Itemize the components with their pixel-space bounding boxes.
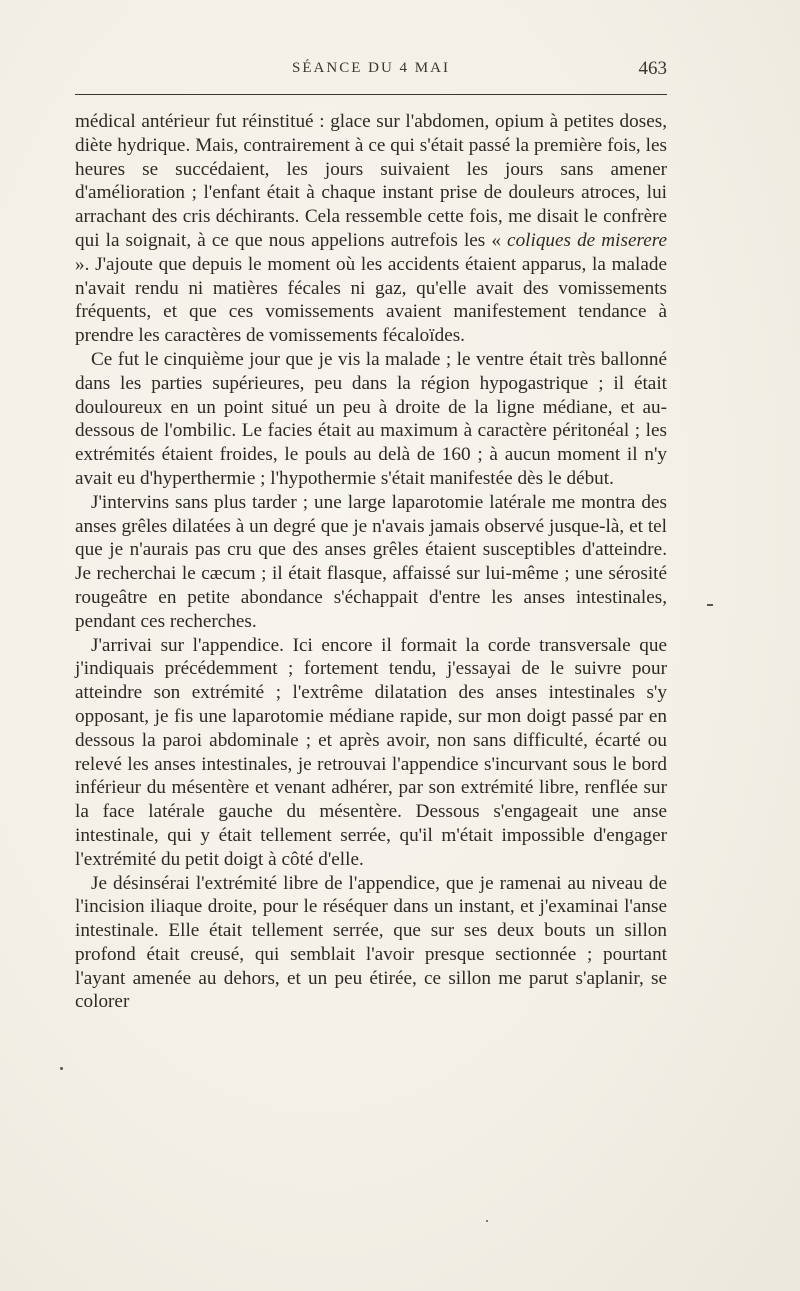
running-head: SÉANCE DU 4 MAI — [292, 60, 450, 76]
header-rule — [75, 94, 667, 95]
body-text — [75, 110, 667, 1014]
print-speck — [486, 1220, 488, 1222]
paragraph-4: J'arrivai sur l'appendice. Ici encore il formait la corde transversale que j'indiquais précédemment ; fortement tendu, j'essayai de le suivre pour atteindre son extrémité ; l'extrême dilatation des anses intestinales s'y opposant, je fis une laparotomie médiane rapide, sur mon doigt passé par en dessous la paroi abdominale ; et après avoir, non sans difficulté, écarté ou relevé les anses intestinales, je retrouvai l'appendice s'incurvant sous le bord inférieur du mésentère et venant adhérer, par son extrémité libre, renflée sur la face latérale gauche du mésentère. Dessous s'engageait une anse intestinale, qui y était tellement serrée, qu'il m'était impossible d'engager l'extrémité du petit doigt à côté d'elle. — [75, 634, 667, 870]
print-speck — [707, 604, 713, 606]
paragraph-1-text-a: médical antérieur fut réinstitué : glace sur l'abdomen, opium à petites doses, diète hydrique. Mais, contrairement à ce qui s'était passé la première fois, les heures se succédaient, les jours suivaient les jours sans amener d'amélioration ; l'enfant était à chaque instant prise de douleurs atroces, lui arrachant des cris déchirants. Cela ressemble cette fois, me disait le confrère qui la soignait, à ce que nous appelions autrefois les « — [75, 111, 667, 251]
paragraph-3: J'intervins sans plus tarder ; une large laparotomie latérale me montra des anses grêles dilatées à un degré que je n'avais jamais observé jusque-là, et tel que je n'aurais pas cru que des anses grêles étaient susceptibles d'atteindre. Je recherchai le cæcum ; il était flasque, affaissé sur lui-même ; une sérosité rougeâtre en petite abondance s'échappait d'entre les anses intestinales, pendant ces recherches. — [75, 491, 667, 632]
paragraph-1 — [75, 110, 667, 348]
paragraph-2: Ce fut le cinquième jour que je vis la malade ; le ventre était très ballonné dans les parties supérieures, peu dans la région hypogastrique ; il était douloureux en un point situé un peu à droite de la ligne médiane, et au-dessous de l'ombilic. Le facies était au maximum à caractère péritonéal ; les extrémités étaient froides, le pouls au delà de 160 ; à aucun moment il n'y avait eu d'hyperthermie ; l'hypothermie s'était manifestée dès le début. — [75, 348, 667, 489]
paragraph-1-italic: coliques de miserere — [507, 229, 668, 251]
paragraph-1-text-b: ». J'ajoute que depuis le moment où les accidents étaient apparus, la malade n'avait rendu ni matières fécales ni gaz, qu'elle avait des vomissements fréquents, et que ces vomissements avaient manifestement tendance à prendre les caractères de vomissements fécaloïdes. — [75, 253, 667, 347]
paragraph-5: Je désinsérai l'extrémité libre de l'appendice, que je ramenai au niveau de l'incision iliaque droite, pour le réséquer dans un instant, et j'examinai l'anse intestinale. Elle était tellement serrée, que sur ses deux bouts un sillon profond était creusé, qui semblait l'avoir presque sectionnée ; pourtant l'ayant amenée au dehors, et un peu étirée, ce sillon me parut s'aplanir, se colorer — [75, 872, 667, 1013]
page-header — [75, 58, 667, 82]
print-speck — [60, 1067, 63, 1070]
page-number: 463 — [638, 58, 667, 79]
